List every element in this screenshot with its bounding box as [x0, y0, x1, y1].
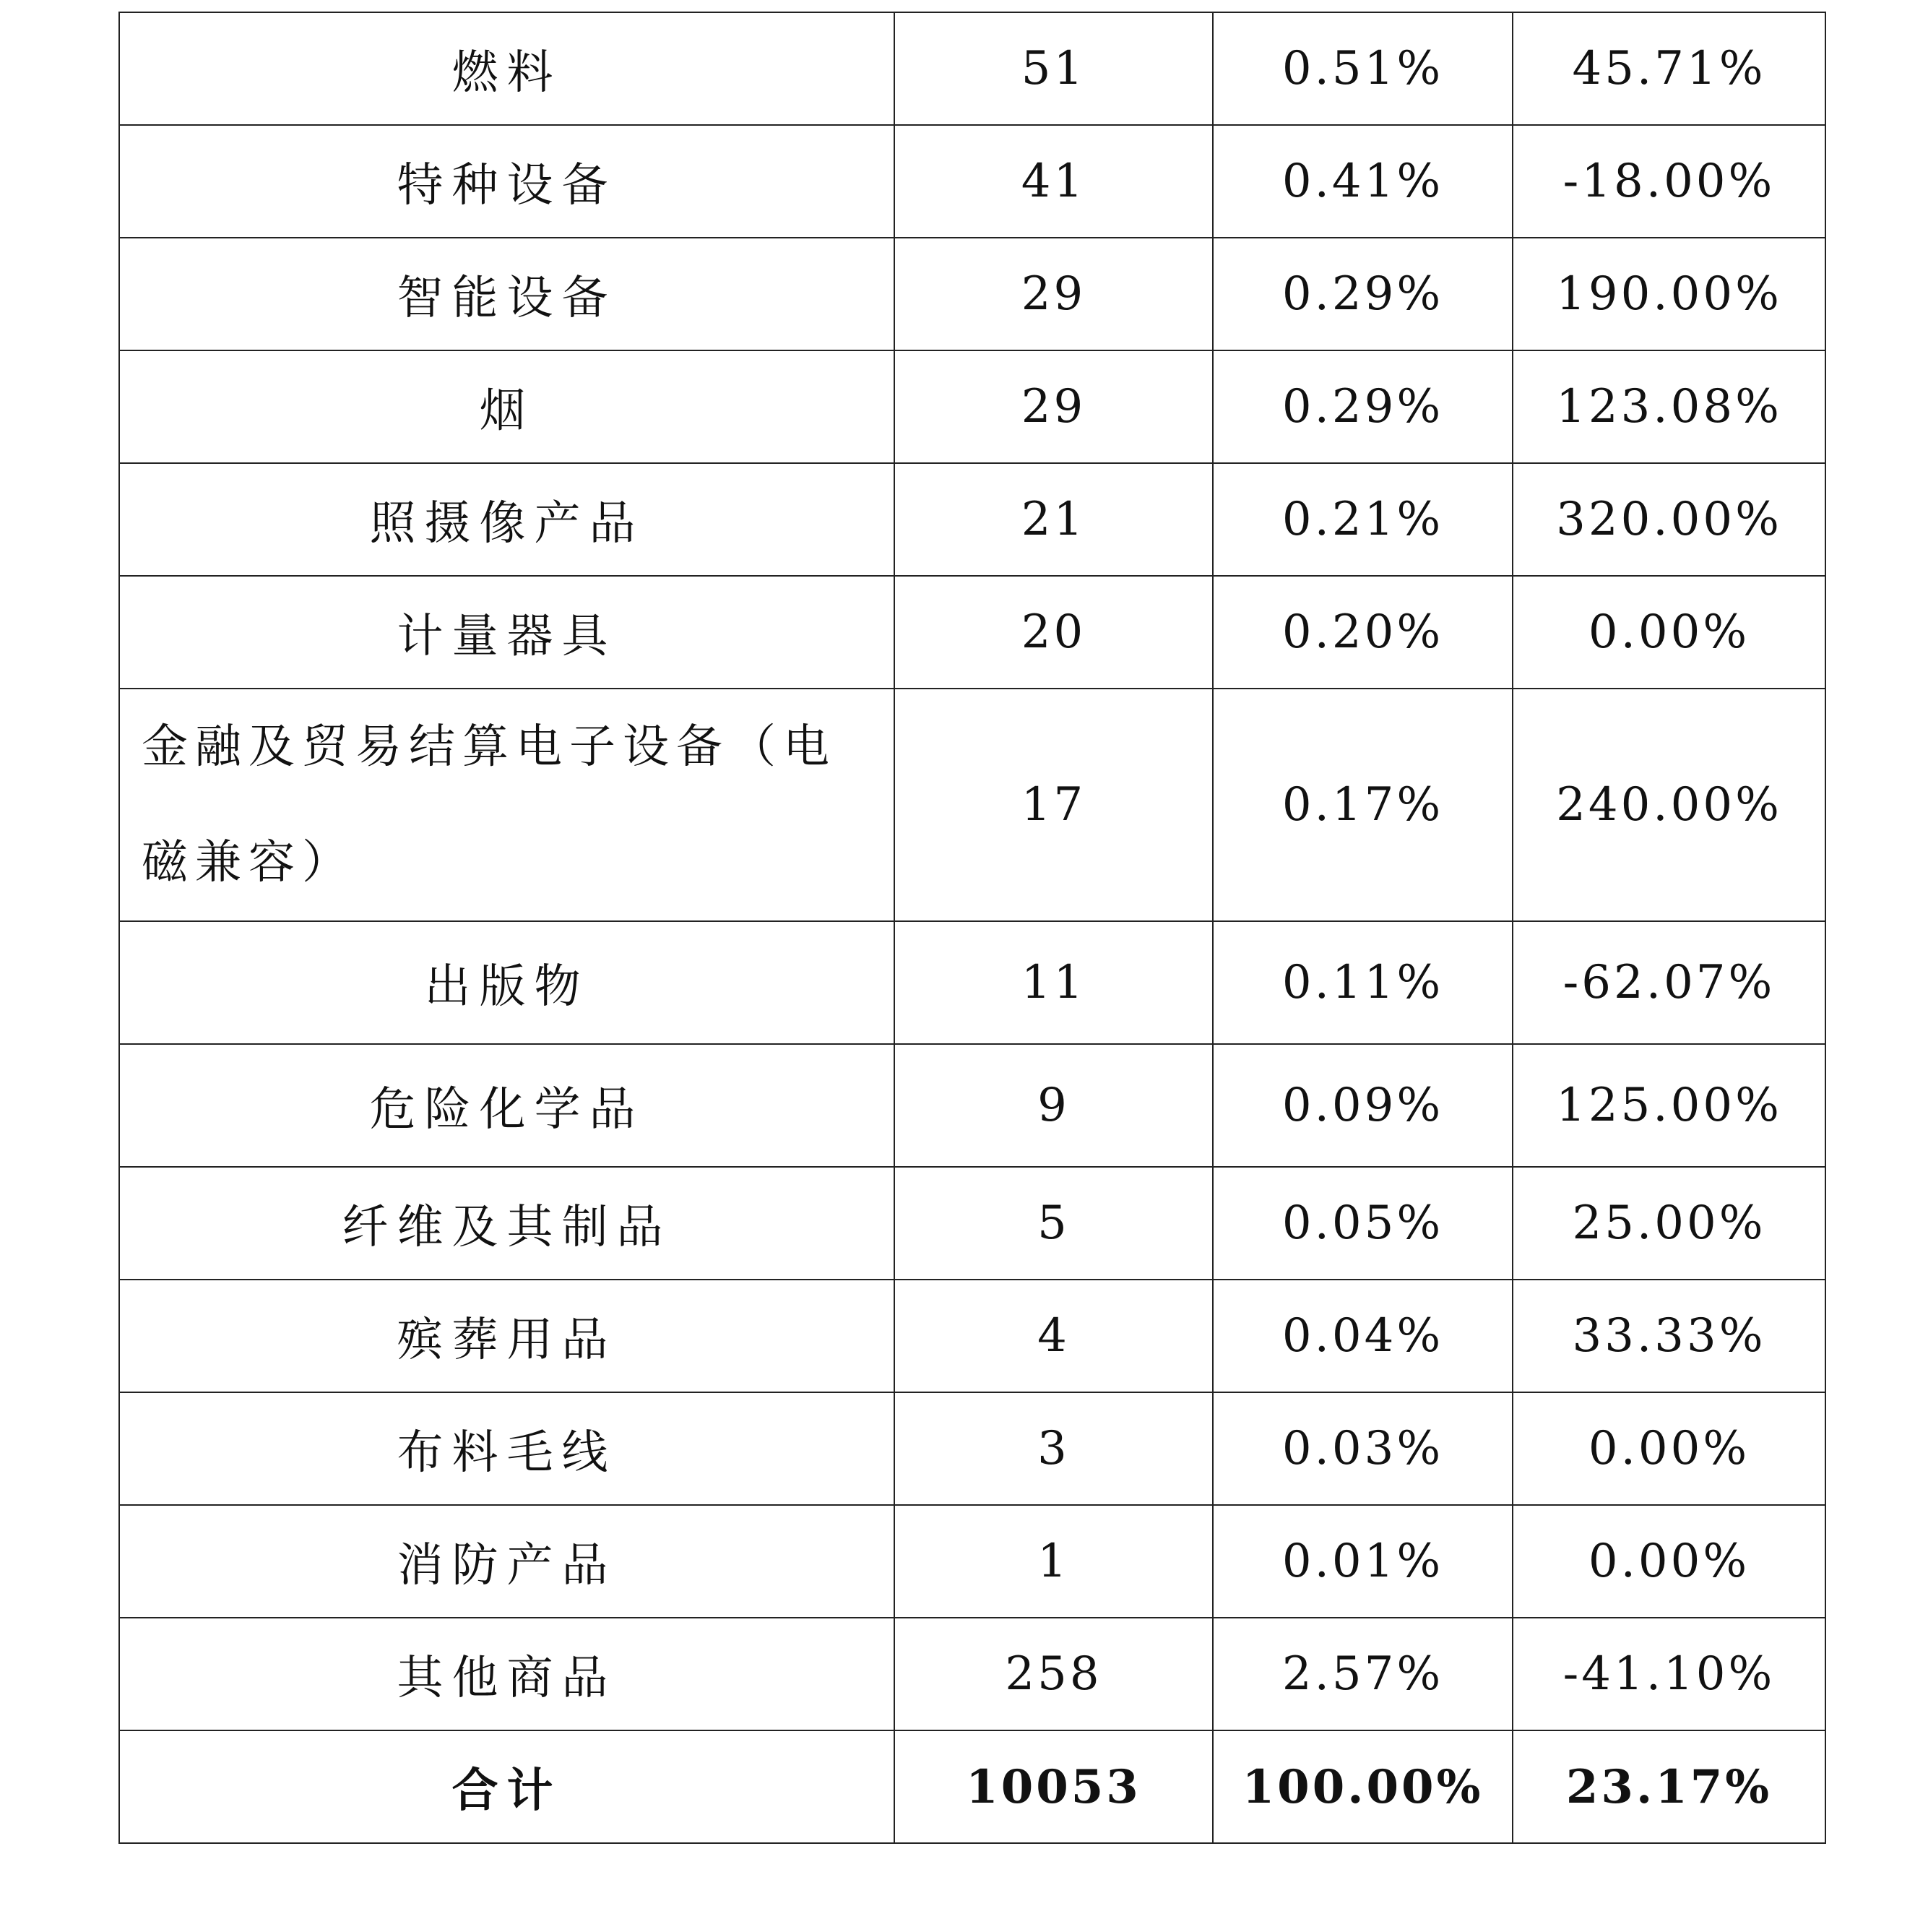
total-row [119, 1730, 1825, 1843]
share-cell: 0.05% [1213, 1167, 1513, 1280]
category-cell: 烟 [119, 350, 894, 463]
count-cell: 9 [894, 1044, 1213, 1167]
count-cell: 4 [894, 1280, 1213, 1392]
table-row [119, 689, 1825, 921]
total-count-cell: 10053 [894, 1730, 1213, 1843]
change-cell: 0.00% [1513, 576, 1825, 689]
table-row [119, 463, 1825, 576]
count-cell: 5 [894, 1167, 1213, 1280]
table-row [119, 1392, 1825, 1505]
count-cell: 51 [894, 12, 1213, 125]
table-row [119, 921, 1825, 1044]
category-cell: 殡葬用品 [119, 1280, 894, 1392]
change-cell: 125.00% [1513, 1044, 1825, 1167]
count-cell: 21 [894, 463, 1213, 576]
count-cell: 1 [894, 1505, 1213, 1618]
category-cell: 布料毛线 [119, 1392, 894, 1505]
share-cell: 0.29% [1213, 238, 1513, 350]
share-cell: 2.57% [1213, 1618, 1513, 1730]
table-row [119, 1280, 1825, 1392]
category-cell: 消防产品 [119, 1505, 894, 1618]
category-cell: 智能设备 [119, 238, 894, 350]
category-cell: 危险化学品 [119, 1044, 894, 1167]
change-cell: 0.00% [1513, 1505, 1825, 1618]
change-cell: -62.07% [1513, 921, 1825, 1044]
category-cell: 其他商品 [119, 1618, 894, 1730]
count-cell: 41 [894, 125, 1213, 238]
share-cell: 0.09% [1213, 1044, 1513, 1167]
share-cell: 0.01% [1213, 1505, 1513, 1618]
table-row [119, 1618, 1825, 1730]
share-cell: 0.21% [1213, 463, 1513, 576]
change-cell: -41.10% [1513, 1618, 1825, 1730]
data-table-container [118, 12, 1825, 1844]
share-cell: 0.41% [1213, 125, 1513, 238]
share-cell: 0.29% [1213, 350, 1513, 463]
change-cell: 25.00% [1513, 1167, 1825, 1280]
share-cell: 0.11% [1213, 921, 1513, 1044]
category-cell: 计量器具 [119, 576, 894, 689]
category-cell: 出版物 [119, 921, 894, 1044]
change-cell: 33.33% [1513, 1280, 1825, 1392]
change-cell: 240.00% [1513, 689, 1825, 921]
share-cell: 0.20% [1213, 576, 1513, 689]
share-cell: 0.03% [1213, 1392, 1513, 1505]
change-cell: 123.08% [1513, 350, 1825, 463]
count-cell: 258 [894, 1618, 1213, 1730]
share-cell: 0.51% [1213, 12, 1513, 125]
category-cell: 照摄像产品 [119, 463, 894, 576]
change-cell: -18.00% [1513, 125, 1825, 238]
table-row [119, 350, 1825, 463]
table-row [119, 1044, 1825, 1167]
share-cell: 0.17% [1213, 689, 1513, 921]
commodity-complaints-table [118, 12, 1826, 1844]
table-row [119, 1167, 1825, 1280]
share-cell: 0.04% [1213, 1280, 1513, 1392]
category-cell: 金融及贸易结算电子设备（电磁兼容） [119, 689, 894, 921]
change-cell: 320.00% [1513, 463, 1825, 576]
count-cell: 17 [894, 689, 1213, 921]
total-share-cell: 100.00% [1213, 1730, 1513, 1843]
count-cell: 11 [894, 921, 1213, 1044]
total-change-cell: 23.17% [1513, 1730, 1825, 1843]
count-cell: 20 [894, 576, 1213, 689]
category-cell: 燃料 [119, 12, 894, 125]
category-cell: 纤维及其制品 [119, 1167, 894, 1280]
change-cell: 0.00% [1513, 1392, 1825, 1505]
total-label-cell: 合计 [119, 1730, 894, 1843]
count-cell: 3 [894, 1392, 1213, 1505]
count-cell: 29 [894, 350, 1213, 463]
change-cell: 190.00% [1513, 238, 1825, 350]
table-row [119, 238, 1825, 350]
category-cell: 特种设备 [119, 125, 894, 238]
change-cell: 45.71% [1513, 12, 1825, 125]
table-row [119, 12, 1825, 125]
table-row [119, 1505, 1825, 1618]
table-row [119, 576, 1825, 689]
count-cell: 29 [894, 238, 1213, 350]
table-row [119, 125, 1825, 238]
